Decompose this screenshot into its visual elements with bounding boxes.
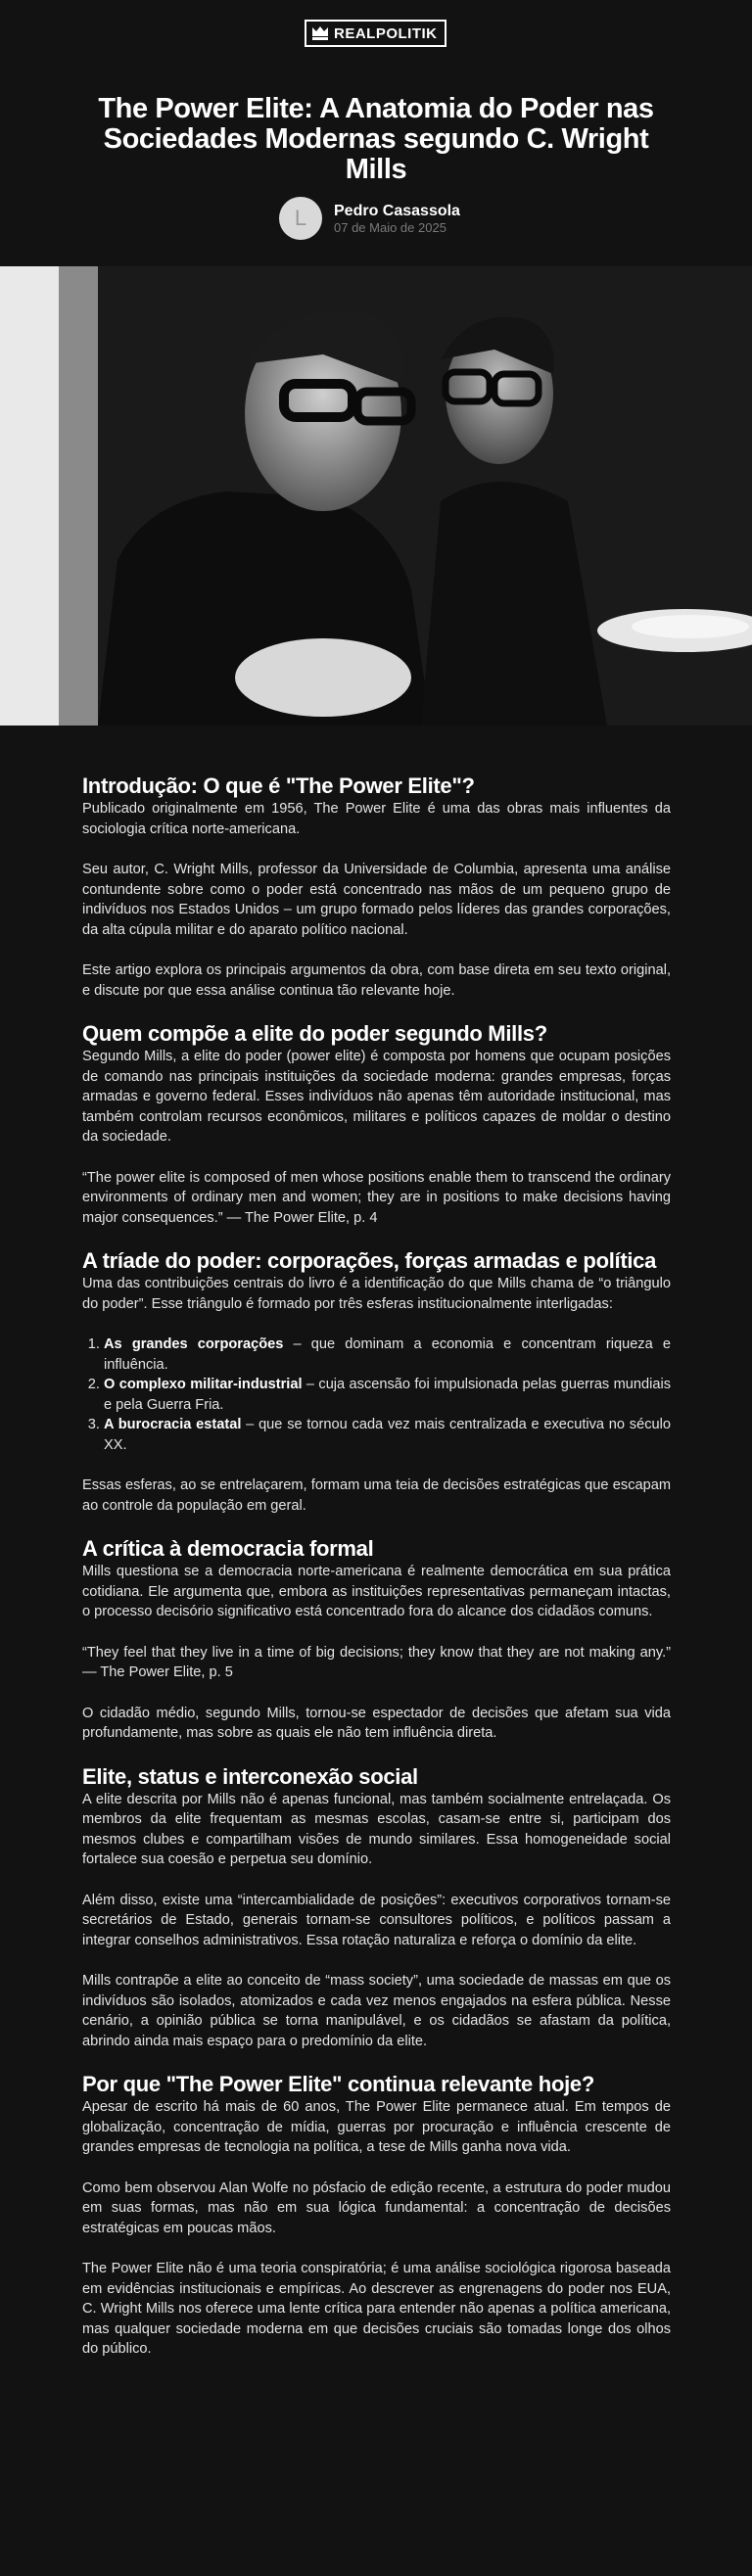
paragraph: Essas esferas, ao se entrelaçarem, formam uma teia de decisões estratégicas que escapam ao controle da população em geral. (82, 1477, 671, 1514)
paragraph: Como bem observou Alan Wolfe no pósfacio de edição recente, a estrutura do poder mudou em suas formas, mas não em sua lógica fundamental: a concentração de decisões estratégicas em poucas mãos. (82, 2179, 671, 2236)
avatar: L (279, 197, 322, 240)
quote: “They feel that they live in a time of big decisions; they know that they are not making any.” — The Power Elite, p. 5 (82, 1644, 671, 1680)
paragraph: Mills contrapõe a elite ao conceito de “mass society”, uma sociedade de massas em que os indivíduos são isolados, atomizados e cada vez menos engajados na esfera pública. Nesse cenário, a opinião pública se torna manipulável, e os cidadãos se afastam da política, abrindo ainda mais espaço para o predomínio da elite. (82, 1973, 671, 2049)
byline (279, 197, 460, 240)
brand-name: REALPOLITIK (334, 24, 438, 42)
list-item: 2. O complexo militar-industrial – cuja ascensão foi impulsionada pelas guerras mundiais e pela Guerra Fria. (104, 1375, 671, 1415)
paragraph: Uma das contribuições centrais do livro é a identificação do que Mills chama de “o triângulo do poder”. Esse triângulo é formado por três esferas institucionalmente interligadas: (82, 1276, 671, 1312)
brand-logo[interactable] (305, 20, 446, 47)
paragraph: Seu autor, C. Wright Mills, professor da Universidade de Columbia, apresenta uma análise contundente sobre como o poder está concentrado nas mãos de um pequeno grupo de indivíduos nos Estados Unidos – um grupo formado pelos líderes das grandes corporações, da alta cúpula militar e do aparato político nacional. (82, 862, 671, 938)
author-name[interactable]: Pedro Casassola (334, 202, 460, 219)
paragraph: Publicado originalmente em 1956, The Power Elite é uma das obras mais influentes da sociologia crítica norte-americana. (82, 801, 671, 837)
hero-photo-illustration (0, 266, 752, 726)
section-heading: A tríade do poder: corporações, forças armadas e política (82, 1248, 657, 1273)
paragraph: Segundo Mills, a elite do poder (power elite) é composta por homens que ocupam posições de comando nas principais instituições da sociedade moderna: grandes empresas, forças armadas e governo federal. Esses indivíduos não apenas têm autoridade institucional, mas também controlam recursos econômicos, militares e políticos capazes de moldar o destino da sociedade. (82, 1049, 671, 1145)
paragraph: Além disso, existe uma “intercambialidade de posições”: executivos corporativos tornam-se secretários de Estado, generais tornam-se consultores políticos, e políticos passam a integrar conselhos administrativos. Essa rotação naturaliza e reforça o domínio da elite. (82, 1892, 671, 1948)
section-heading: Por que "The Power Elite" continua relevante hoje? (82, 2072, 594, 2096)
publish-date: 07 de Maio de 2025 (334, 219, 446, 235)
article-header (0, 0, 752, 266)
section-heading: Elite, status e interconexão social (82, 1763, 418, 1789)
crown-icon (306, 22, 334, 45)
paragraph: Mills questiona se a democracia norte-americana é realmente democrática em sua prática cotidiana. Ele argumenta que, embora as instituições representativas permaneçam intactas, o processo decisório significativo está concentrado fora do alcance dos cidadãos comuns. (82, 1564, 671, 1619)
list-item: 3. A burocracia estatal – que se tornou cada vez mais centralizada e executiva no século XX. (104, 1415, 671, 1455)
section-heading: Quem compõe a elite do poder segundo Mills? (82, 1021, 547, 1046)
article-body (82, 773, 671, 2380)
quote: “The power elite is composed of men whose positions enable them to transcend the ordinary environments of ordinary men and women; they are in positions to make decisions having major consequences.” — The Power Elite, p. 4 (82, 1169, 671, 1226)
paragraph: O cidadão médio, segundo Mills, tornou-se espectador de decisões que afetam sua vida profundamente, mas sobre as quais ele não tem influência direta. (82, 1705, 671, 1741)
page-title: The Power Elite: A Anatomia do Poder nas Sociedades Modernas segundo C. Wright Mills (98, 93, 654, 185)
list-item: 1. As grandes corporações – que dominam a economia e concentram riqueza e influência. (104, 1335, 671, 1375)
section-heading: Introdução: O que é "The Power Elite"? (82, 773, 475, 798)
hero-photo (0, 266, 752, 726)
paragraph: The Power Elite não é uma teoria conspiratória; é uma análise sociológica rigorosa baseada em evidências institucionais e empíricas. Ao descrever as engrenagens do poder nos EUA, C. Wright Mills nos oferece uma lente crítica para entender não apenas a política americana, mas qualquer sociedade moderna em que decisões cruciais são tomadas longe dos olhos do público. (82, 2261, 671, 2357)
power-triad-list (82, 1335, 671, 1455)
paragraph: Este artigo explora os principais argumentos da obra, com base direta em seu texto original, e discute por que essa análise continua tão relevante hoje. (82, 962, 671, 999)
paragraph: A elite descrita por Mills não é apenas funcional, mas também socialmente entrelaçada. Os membros da elite frequentam as mesmas escolas, casam-se entre si, participam dos mesmos clubes e compartilham visões de mundo similares. Essa homogeneidade social fortalece sua coesão e perpetua seu domínio. (82, 1791, 671, 1867)
section-heading: A crítica à democracia formal (82, 1536, 374, 1561)
paragraph: Apesar de escrito há mais de 60 anos, The Power Elite permanece atual. Em tempos de globalização, concentração de mídia, guerras por procuração e influência crescente de grandes empresas de tecnologia na política, a tese de Mills ganha nova vida. (82, 2099, 671, 2155)
